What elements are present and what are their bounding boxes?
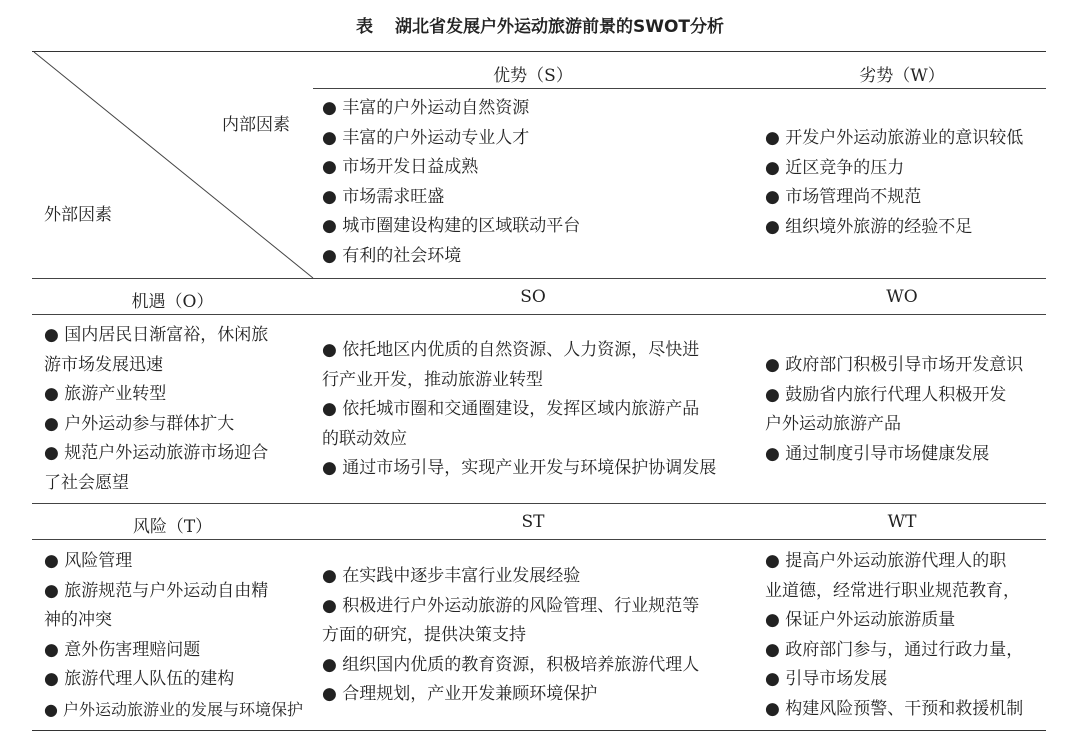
wt-label: WT (887, 512, 917, 532)
weaknesses-list (765, 124, 1023, 242)
list-item: ● 丰富的户外运动自然资源 (322, 98, 530, 118)
st-label: ST (521, 512, 545, 532)
opportunities-label: 机遇（O） (131, 292, 214, 312)
list-item: ● 户外运动参与群体扩大 (44, 413, 235, 434)
list-item: ● 近区竞争的压力 (765, 157, 905, 178)
so-label: SO (520, 287, 546, 307)
list-item: ● 提高户外运动旅游代理人的职 (765, 551, 1007, 571)
list-item: ● 旅游规范与户外运动自由精 (44, 580, 269, 601)
list-item: ● 市场管理尚不规范 (765, 187, 922, 207)
opportunities-list (44, 321, 268, 498)
corner-internal-label: 内部因素 (222, 115, 290, 135)
list-item: 方面的研究，提供决策支持 (322, 625, 526, 645)
list-item: ● 依托地区内优质的自然资源、人力资源，尽快进 (322, 340, 700, 360)
wo-list (765, 351, 1023, 469)
list-item: ● 依托城市圈和交通圈建设，发挥区域内旅游产品 (322, 399, 700, 419)
threats-label: 风险（T） (132, 517, 213, 537)
list-item: ● 引导市场发展 (765, 669, 888, 689)
list-item: 了社会愿望 (44, 472, 129, 493)
list-item: 行产业开发，推动旅游业转型 (322, 369, 543, 390)
strengths-list (322, 94, 580, 271)
list-item: ● 组织国内优质的教育资源，积极培养旅游代理人 (322, 654, 700, 675)
list-item: ● 意外伤害理赔问题 (44, 639, 201, 660)
threats-list (44, 547, 303, 724)
list-item: ● 通过制度引导市场健康发展 (765, 443, 990, 464)
list-item: 户外运动旅游产品 (765, 414, 901, 434)
list-item: ● 旅游代理人队伍的建构 (44, 669, 235, 689)
list-item: ● 户外运动旅游业的发展与环境保护 (44, 699, 304, 719)
list-item: ● 规范户外运动旅游市场迎合 (44, 443, 269, 463)
list-item: ● 丰富的户外运动专业人才 (322, 127, 530, 148)
list-item: ● 政府部门参与，通过行政力量， (765, 639, 1024, 660)
list-item: ● 城市圈建设构建的区域联动平台 (322, 216, 581, 236)
list-item: ● 合理规划，产业开发兼顾环境保护 (322, 684, 598, 704)
st-list (322, 562, 699, 710)
header-strengths: 优势（S） (493, 66, 573, 86)
list-item: ● 风险管理 (44, 551, 133, 571)
list-item: 游市场发展迅速 (44, 354, 163, 375)
list-item: ● 国内居民日渐富裕，休闲旅 (44, 325, 269, 345)
list-item: ● 构建风险预警、干预和救援机制 (765, 698, 1024, 719)
list-item: ● 开发户外运动旅游业的意识较低 (765, 128, 1024, 148)
corner-external-label: 外部因素 (44, 205, 112, 225)
wo-label: WO (886, 287, 918, 307)
list-item: 的联动效应 (322, 428, 407, 449)
list-item: ● 有利的社会环境 (322, 245, 462, 266)
list-item: ● 积极进行户外运动旅游的风险管理、行业规范等 (322, 595, 700, 616)
list-item: 神的冲突 (44, 610, 112, 630)
list-item: ● 政府部门积极引导市场开发意识 (765, 355, 1024, 375)
list-item: ● 鼓励省内旅行代理人积极开发 (765, 384, 1007, 405)
table-title-text: 湖北省发展户外运动旅游前景的SWOT分析 (394, 17, 725, 37)
list-item: ● 旅游产业转型 (44, 384, 167, 404)
list-item: ● 组织境外旅游的经验不足 (765, 216, 973, 237)
list-item: ● 在实践中逐步丰富行业发展经验 (322, 566, 581, 586)
table-title-prefix: 表 (355, 17, 373, 37)
list-item: ● 市场需求旺盛 (322, 186, 445, 207)
list-item: ● 市场开发日益成熟 (322, 157, 479, 177)
wt-list (765, 547, 1023, 724)
list-item: 业道德，经常进行职业规范教育， (765, 580, 1020, 601)
header-weaknesses: 劣势（W） (859, 66, 945, 86)
so-list (322, 336, 716, 484)
list-item: ● 通过市场引导，实现产业开发与环境保护协调发展 (322, 458, 717, 478)
list-item: ● 保证户外运动旅游质量 (765, 610, 956, 630)
